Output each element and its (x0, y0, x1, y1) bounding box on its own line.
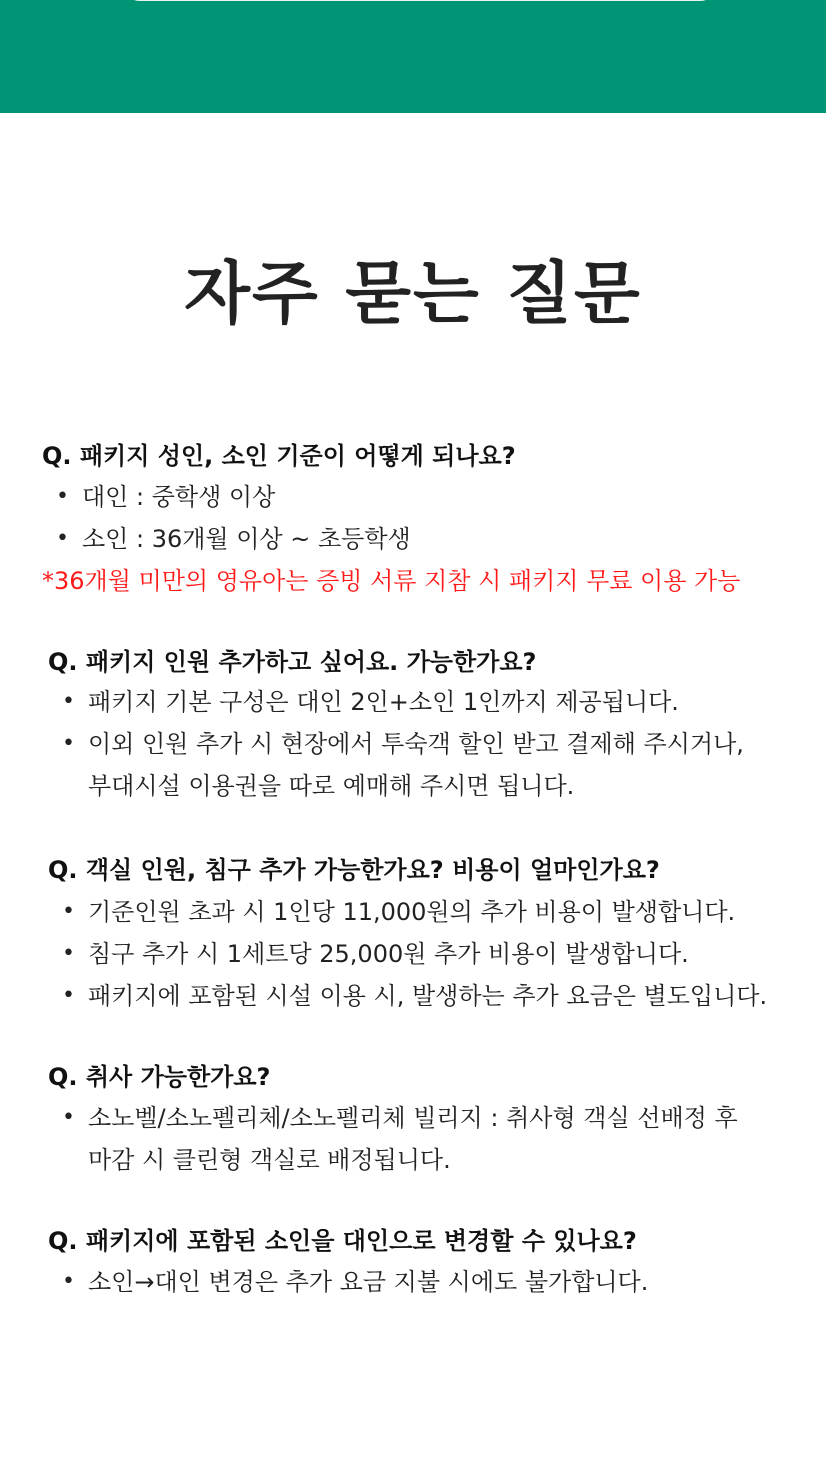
bullet-icon: • (62, 1105, 75, 1130)
faq-question: Q. 패키지에 포함된 소인을 대인으로 변경할 수 있나요? (48, 1227, 637, 1255)
faq-answer: 패키지 기본 구성은 대인 2인+소인 1인까지 제공됩니다. (88, 688, 679, 716)
bullet-icon: • (62, 983, 75, 1008)
top-banner (0, 0, 826, 113)
faq-question: Q. 패키지 인원 추가하고 싶어요. 가능한가요? (48, 648, 537, 676)
faq-answer-line: 부대시설 이용권을 따로 예매해 주시면 됩니다. (88, 772, 575, 800)
faq-note: *36개월 미만의 영유아는 증빙 서류 지참 시 패키지 무료 이용 가능 (42, 567, 741, 595)
bullet-icon: • (62, 1269, 75, 1294)
faq-answer: 소인 : 36개월 이상 ~ 초등학생 (82, 525, 411, 553)
bullet-icon: • (62, 689, 75, 714)
faq-answer-line: 마감 시 클린형 객실로 배정됩니다. (88, 1146, 451, 1174)
bullet-icon: • (62, 899, 75, 924)
faq-question: Q. 취사 가능한가요? (48, 1063, 271, 1091)
bullet-icon: • (62, 941, 75, 966)
bullet-icon: • (56, 526, 69, 551)
faq-question: Q. 객실 인원, 침구 추가 가능한가요? 비용이 얼마인가요? (48, 856, 660, 884)
faq-answer: 패키지에 포함된 시설 이용 시, 발생하는 추가 요금은 별도입니다. (88, 982, 768, 1010)
faq-question: Q. 패키지 성인, 소인 기준이 어떻게 되나요? (42, 442, 516, 470)
faq-answer: 침구 추가 시 1세트당 25,000원 추가 비용이 발생합니다. (88, 940, 689, 968)
faq-answer: 소인→대인 변경은 추가 요금 지불 시에도 불가합니다. (88, 1268, 649, 1296)
faq-answer: 기준인원 초과 시 1인당 11,000원의 추가 비용이 발생합니다. (88, 898, 736, 926)
page-title: 자주 묻는 질문 (184, 255, 642, 334)
bullet-icon: • (62, 731, 75, 756)
bullet-icon: • (56, 484, 69, 509)
faq-answer-line: 이외 인원 추가 시 현장에서 투숙객 할인 받고 결제해 주시거나, (88, 730, 744, 758)
faq-answer-line: 소노벨/소노펠리체/소노펠리체 빌리지 : 취사형 객실 선배정 후 (88, 1104, 738, 1132)
faq-answer: 대인 : 중학생 이상 (82, 483, 276, 511)
